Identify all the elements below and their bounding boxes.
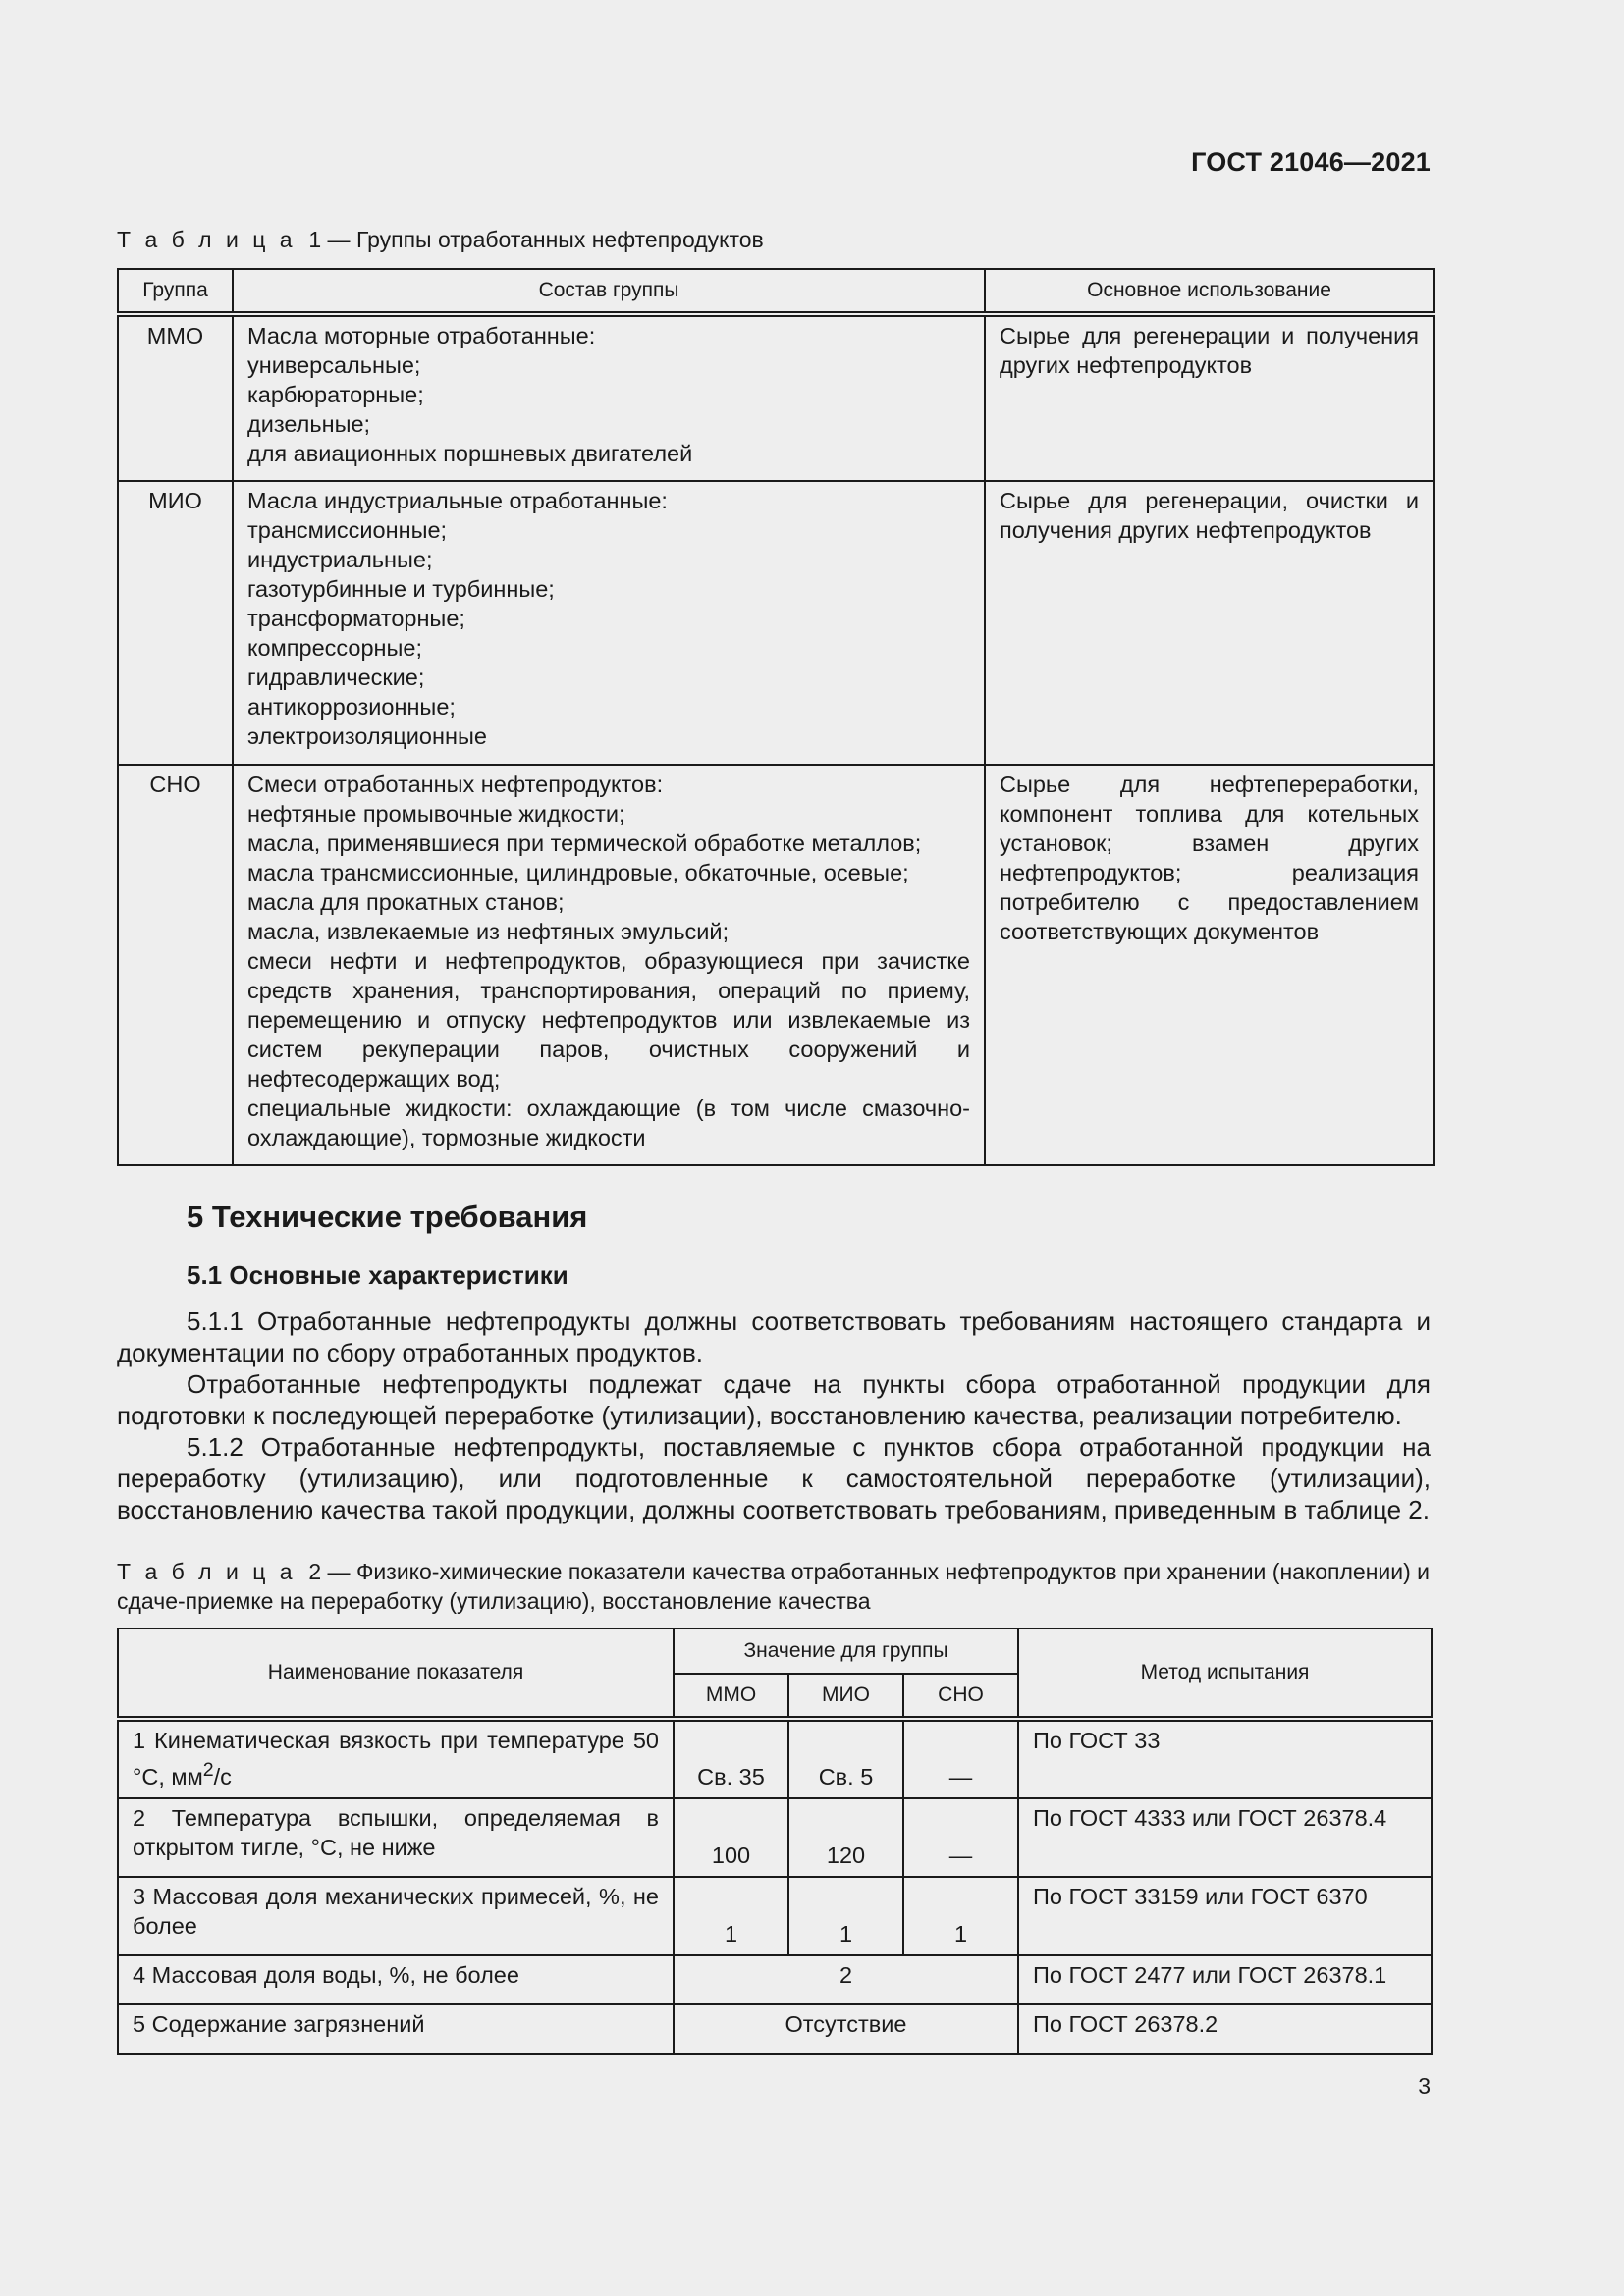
table2-cell-method: По ГОСТ 2477 или ГОСТ 26378.1 [1018,1955,1432,2004]
table2-cell-value: 1 [903,1877,1018,1955]
table2-cell-indicator: 2 Температура вспышки, определяемая в открытом тигле, °С, не ниже [118,1798,674,1877]
table2-header-value-group: Значение для группы [674,1629,1018,1674]
table1-cell-composition [233,314,985,481]
table-row [118,765,1434,1165]
table1-caption [117,225,1431,254]
table-waste-oil-groups [117,268,1435,1166]
paragraph: Отработанные нефтепродукты подлежат сдаче на пункты сбора отработанной продукции для подготовки к последующей переработке (утилизации), восстановлению качества, реализации потребителю. [117,1369,1431,1430]
table2-cell-method: По ГОСТ 33159 или ГОСТ 6370 [1018,1877,1432,1955]
table2-cell-indicator: 5 Содержание загрязнений [118,2004,674,2054]
table2-header-method: Метод испытания [1018,1629,1432,1719]
table2-header-indicator: Наименование показателя [118,1629,674,1719]
table2-cell-method: По ГОСТ 33 [1018,1719,1432,1798]
table-row [118,2004,1432,2054]
table2-cell-value: 120 [788,1798,903,1877]
composition-line: для авиационных поршневых двигателей [247,441,693,466]
composition-line: карбюраторные; [247,382,424,407]
section-title: 5 Технические требования [187,1200,588,1234]
section-body [117,1306,1431,1525]
table2-cell-method: По ГОСТ 4333 или ГОСТ 26378.4 [1018,1798,1432,1877]
composition-line: газотурбинные и турбинные; [247,576,555,602]
table1-header-group: Группа [118,269,233,314]
table2-cell-method: По ГОСТ 26378.2 [1018,2004,1432,2054]
table2-cell-value: 1 [788,1877,903,1955]
indicator-text: 1 Кинематическая вязкость при температуре 50 °С, мм [133,1728,659,1789]
composition-line: Смеси отработанных нефтепродуктов: [247,772,664,797]
table1-cell-composition [233,765,985,1165]
table-row [118,1955,1432,2004]
composition-line: дизельные; [247,411,371,437]
composition-line: масла, применявшиеся при термической обработке металлов; [247,830,922,856]
table2-cell-indicator: 3 Массовая доля механических примесей, %, не более [118,1877,674,1955]
paragraph: 5.1.2 Отработанные нефтепродукты, поставляемые с пунктов сбора отработанной продукции на переработку (утилизацию), или подготовленные к самостоятельной переработке (утилизации), восстановлению качества такой продукции, должны соответствовать требованиям, приведенным в таблице 2. [117,1432,1431,1524]
composition-line: специальные жидкости: охлаждающие (в том числе смазочно-охлаждающие), тормозные жидкости [247,1095,970,1150]
table1-header-row [118,269,1434,314]
composition-line: Масла моторные отработанные: [247,323,596,348]
table2-caption-label: Т а б л и ц а [117,1559,297,1584]
table1-caption-text: 1 — Группы отработанных нефтепродуктов [308,227,764,252]
table1-cell-group: МИО [118,481,233,765]
table-row [118,1798,1432,1877]
table-row [118,481,1434,765]
table1-cell-usage: Сырье для регенерации, очистки и получения других нефтепродуктов [985,481,1434,765]
table2-cell-value-merged: Отсутствие [674,2004,1018,2054]
table2-caption-text: 2 — Физико-химические показатели качества отработанных нефтепродуктов при хранении (накоплении) и сдаче-приемке на переработку (утилизацию), восстановление качества [117,1559,1431,1614]
subsection-title: 5.1 Основные характеристики [187,1260,568,1290]
page-number: 3 [1418,2073,1431,2099]
composition-line: масла для прокатных станов; [247,889,565,915]
table1-cell-usage: Сырье для регенерации и получения других нефтепродуктов [985,314,1434,481]
composition-line: смеси нефти и нефтепродуктов, образующиеся при зачистке средств хранения, транспортирования, операций по приему, перемещению и отпуску нефтепродуктов или извлекаемые из систем рекуперации паров, очистных сооружений и нефтесодержащих вод; [247,948,970,1092]
table2-header-group-mmo: ММО [674,1674,788,1719]
table-row [118,314,1434,481]
table2-cell-value-merged: 2 [674,1955,1018,2004]
composition-line: электроизоляционные [247,723,487,749]
table1-cell-group: ММО [118,314,233,481]
composition-line: масла трансмиссионные, цилиндровые, обкаточные, осевые; [247,860,909,885]
table1-cell-usage: Сырье для нефтепереработки, компонент топлива для котельных установок; взамен других нефтепродуктов; реализация потребителю с предоставлением соответствующих документов [985,765,1434,1165]
table2-cell-value: — [903,1798,1018,1877]
table2-cell-value: Св. 35 [674,1719,788,1798]
table1-cell-composition [233,481,985,765]
table2-cell-indicator: 4 Массовая доля воды, %, не более [118,1955,674,2004]
table1-header-composition: Состав группы [233,269,985,314]
table2-header-row [118,1629,1432,1674]
composition-line: индустриальные; [247,547,433,572]
composition-line: нефтяные промывочные жидкости; [247,801,625,827]
table2-header-group-sno: СНО [903,1674,1018,1719]
indicator-superscript: 2 [202,1759,214,1781]
table2-cell-value: 100 [674,1798,788,1877]
composition-line: гидравлические; [247,665,425,690]
table1-header-usage: Основное использование [985,269,1434,314]
composition-line: компрессорные; [247,635,423,661]
table2-cell-value: 1 [674,1877,788,1955]
paragraph: 5.1.1 Отработанные нефтепродукты должны соответствовать требованиям настоящего стандарта и документации по сбору отработанных продуктов. [117,1307,1431,1367]
composition-line: Масла индустриальные отработанные: [247,488,668,513]
table1-cell-group: СНО [118,765,233,1165]
table-row [118,1719,1432,1798]
table-quality-indicators [117,1628,1433,2055]
composition-line: универсальные; [247,352,421,378]
composition-line: масла, извлекаемые из нефтяных эмульсий; [247,919,730,944]
table2-cell-value: — [903,1719,1018,1798]
table2-header-group-mio: МИО [788,1674,903,1719]
table1-caption-label: Т а б л и ц а [117,227,297,252]
table-row [118,1877,1432,1955]
composition-line: трансмиссионные; [247,517,448,543]
table2-caption [117,1557,1431,1616]
composition-line: антикоррозионные; [247,694,456,720]
table2-cell-value: Св. 5 [788,1719,903,1798]
table2-cell-indicator [118,1719,674,1798]
document-code: ГОСТ 21046—2021 [1191,147,1431,177]
composition-line: трансформаторные; [247,606,465,631]
indicator-unit-tail: /с [213,1763,232,1789]
